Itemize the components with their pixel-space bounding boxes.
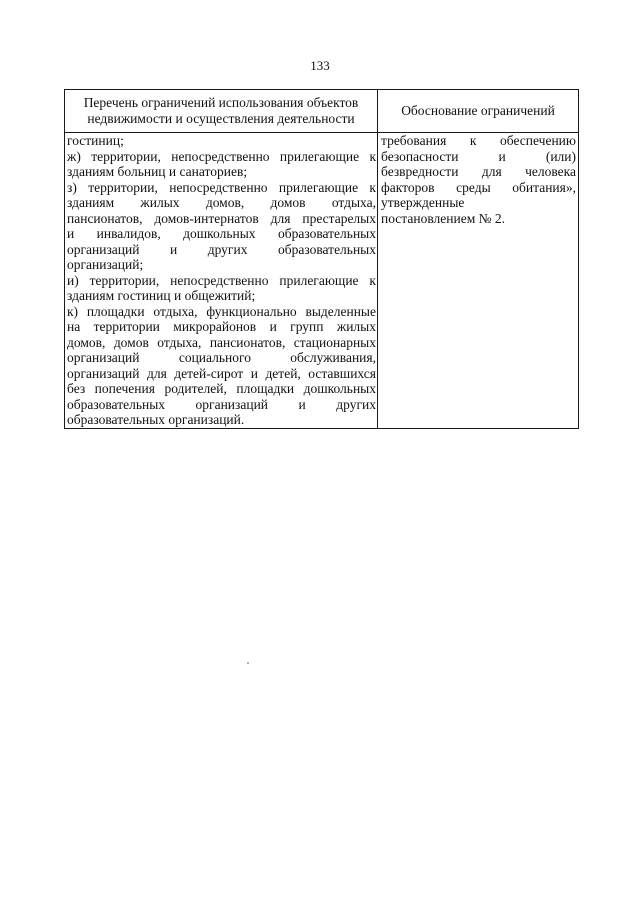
header-justification: Обоснование ограничений xyxy=(378,90,579,133)
restriction-text-line: образовательных организаций. xyxy=(67,412,245,427)
restriction-text-line: организаций для детей-сирот и детей, оставшихся xyxy=(67,365,376,381)
restriction-text-line: без попечения родителей, площадки дошкольных xyxy=(67,381,376,396)
restriction-text-line: и) территории, непосредственно прилегающие к xyxy=(67,272,376,288)
justification-text-line: безвредности для человека xyxy=(381,164,576,179)
header-restrictions-list xyxy=(65,90,378,133)
page-number: 133 xyxy=(310,58,330,73)
restriction-text-line: образовательных организаций и других xyxy=(67,396,376,412)
scan-speck xyxy=(247,662,249,664)
restriction-text-line: пансионатов, домов-интернатов для престарелых xyxy=(67,210,376,226)
restriction-text-line: гостиниц; xyxy=(67,133,124,148)
restriction-text-line: ж) территории, непосредственно прилегающие к xyxy=(67,148,376,164)
header-left-line: недвижимости и осуществления деятельности xyxy=(87,111,355,126)
justification-text-line: утвержденные xyxy=(381,195,465,210)
restriction-text-line: з) территории, непосредственно прилегающие к xyxy=(67,179,376,195)
restrictions-cell xyxy=(65,133,378,429)
header-left-line: Перечень ограничений использования объектов xyxy=(83,95,359,110)
restrictions-table xyxy=(64,89,579,429)
restriction-text-line: зданиям больниц и санаториев; xyxy=(67,164,248,179)
justification-text-line: безопасности и (или) xyxy=(381,148,576,164)
justification-text-line: постановлением № 2. xyxy=(381,210,505,226)
restriction-text-line: зданиям жилых домов, домов отдыха, xyxy=(67,195,376,210)
justification-cell xyxy=(378,133,579,429)
justification-text-line: требования к обеспечению xyxy=(381,133,576,148)
restriction-text-line: на территории микрорайонов и групп жилых xyxy=(67,319,376,334)
table-row xyxy=(65,133,579,429)
restriction-text-line: и инвалидов, дошкольных образовательных xyxy=(67,226,376,241)
table-header-row xyxy=(65,90,579,133)
justification-text-line: факторов среды обитания», xyxy=(381,179,576,195)
restriction-text-line: зданиям гостиниц и общежитий; xyxy=(67,288,256,303)
restriction-text-line: к) площадки отдыха, функционально выделенные xyxy=(67,303,376,319)
restriction-text-line: организаций социального обслуживания, xyxy=(67,350,376,365)
restriction-text-line: организаций и других образовательных xyxy=(67,241,376,257)
restriction-text-line: организаций; xyxy=(67,257,144,272)
restriction-text-line: домов, домов отдыха, пансионатов, стационарных xyxy=(67,334,376,350)
